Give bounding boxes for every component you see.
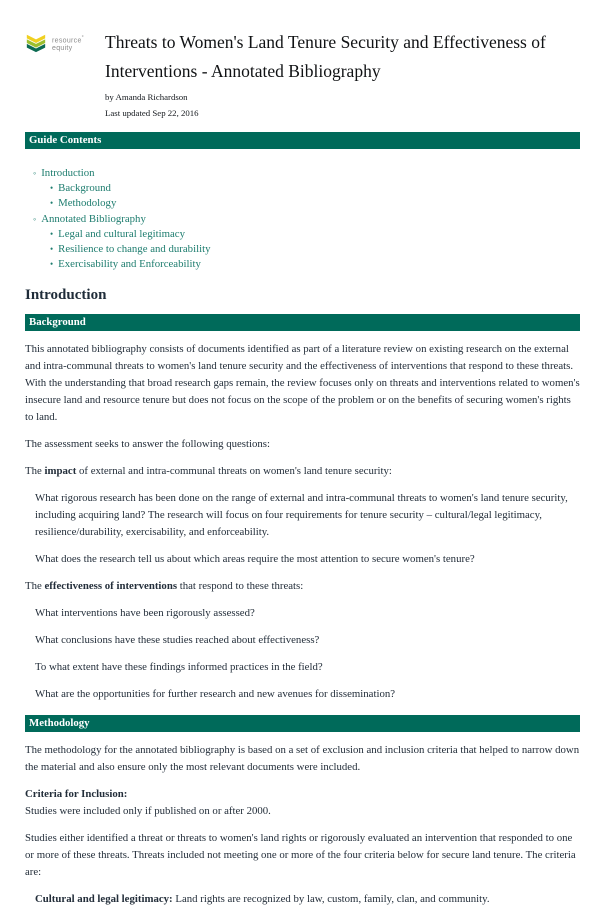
last-updated: Last updated Sep 22, 2016 [105, 108, 199, 118]
background-paragraph-1: This annotated bibliography consists of documents identified as part of a literature review on existing research on the external and intra-communal threats to women's land tenure security and the effectiveness of interventions that respond to these threats. With the understanding that broad research gaps remain, the review focuses only on threats and interventions related to women's insecure land and resource tenure but does not focus on the scope of the problem or on the benefits of securing women's rights to land. [25, 343, 580, 424]
toc-item-background [25, 181, 580, 196]
effectiveness-question-1: What interventions have been rigorously assessed? [35, 607, 255, 620]
solid-bullet-icon: • [50, 183, 54, 194]
toc-item-annotated-bibliography [25, 212, 580, 227]
toc-link-resilience-durability[interactable]: Resilience to change and durability [58, 243, 211, 256]
toc-link-background[interactable]: Background [58, 182, 111, 195]
criteria-for-inclusion [25, 786, 580, 820]
impact-question-2: What does the research tell us about which areas require the most attention to secure women's tenure? [35, 553, 475, 566]
effectiveness-question-4: What are the opportunities for further research and new avenues for dissemination? [35, 688, 396, 701]
cultural-legal-bold-text: Cultural and legal legitimacy: [35, 893, 173, 906]
effectiveness-question-2: What conclusions have these studies reached about effectiveness? [35, 634, 320, 647]
background-paragraph-2: The assessment seeks to answer the following questions: [25, 438, 270, 451]
brand-line1: resource [52, 37, 82, 45]
solid-bullet-icon: • [50, 228, 54, 239]
background-section-bar: Background [25, 314, 580, 331]
impact-post-text: of external and intra-communal threats on women's land tenure security: [76, 465, 392, 478]
resource-equity-logo [25, 28, 95, 54]
methodology-paragraph-1: The methodology for the annotated bibliography is based on a set of exclusion and inclusion criteria that helped to narrow down the material and also ensure only the most relevant documents were included. [25, 744, 580, 774]
brand-name [52, 32, 84, 52]
toc-item-methodology [25, 196, 580, 211]
criteria-label: Criteria for Inclusion: [25, 788, 128, 801]
guide-contents-bar: Guide Contents [25, 132, 580, 149]
impact-question-1: What rigorous research has been done on the range of external and intra-communal threats to women's land tenure security, including acquiring land? The research will focus on four requirements for tenure security – cultural/legal legitimacy, resilience/durability, exercisability, and enforceability. [35, 492, 568, 539]
toc-item-resilience-durability [25, 242, 580, 257]
effectiveness-question-3: To what extent have these findings informed practices in the field? [35, 661, 323, 674]
toc-link-introduction[interactable]: Introduction [41, 167, 95, 179]
methodology-section-bar: Methodology [25, 715, 580, 732]
methodology-paragraph-2: Studies either identified a threat or threats to women's land rights or rigorously evaluated an intervention that responded to one or more of these threats. Threats included not meeting one or more of the four criteria below for secure land tenure. The criteria are: [25, 832, 576, 879]
impact-pre-text: The [25, 465, 45, 478]
leaf-logo-icon [25, 32, 47, 54]
cultural-legal-legitimacy-line [35, 891, 578, 908]
solid-bullet-icon: • [50, 244, 54, 255]
brand-line2: equity [52, 44, 73, 52]
solid-bullet-icon: • [50, 259, 54, 270]
toc-item-legal-cultural-legitimacy [25, 227, 580, 242]
effectiveness-bold-text: effectiveness of interventions [44, 580, 178, 593]
impact-bold-text: impact [44, 465, 77, 478]
introduction-heading: Introduction [25, 287, 107, 304]
cultural-legal-text: Land rights are recognized by law, custom, family, clan, and community. [172, 893, 490, 906]
toc-item-introduction [25, 166, 580, 181]
page-title: Threats to Women's Land Tenure Security and Effectiveness of Interventions - Annotated Bibliography [105, 32, 546, 81]
page-content [25, 0, 580, 908]
title-column [105, 28, 580, 123]
effectiveness-pre-text: The [25, 580, 45, 593]
criteria-text: Studies were included only if published on or after 2000. [25, 805, 271, 818]
toc-link-annotated-bibliography[interactable]: Annotated Bibliography [41, 212, 146, 225]
toc-link-methodology[interactable]: Methodology [58, 197, 117, 210]
brand-mark: ° [81, 35, 84, 41]
hollow-bullet-icon: ◦ [33, 168, 37, 178]
toc-link-exercisability-enforceability[interactable]: Exercisability and Enforceability [58, 258, 201, 271]
solid-bullet-icon: • [50, 198, 54, 209]
effectiveness-post-text: that respond to these threats: [177, 580, 304, 593]
effectiveness-lead-line [25, 578, 580, 595]
byline: by Amanda Richardson [105, 92, 188, 102]
toc-item-exercisability-enforceability [25, 257, 580, 272]
impact-lead-line [25, 463, 580, 480]
hollow-bullet-icon: ◦ [33, 213, 37, 224]
document-header [25, 28, 580, 123]
toc-link-legal-cultural-legitimacy[interactable]: Legal and cultural legitimacy [58, 227, 185, 240]
guide-contents-list [25, 166, 580, 272]
